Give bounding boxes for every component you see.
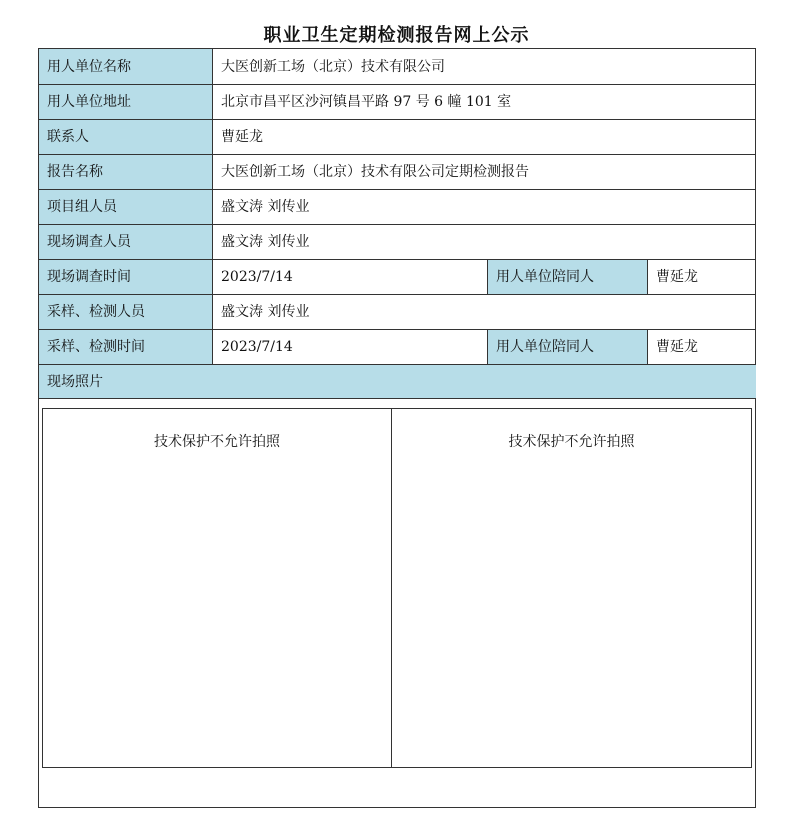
label-sampling-staff: 采样、检测人员 — [39, 295, 213, 330]
value-employer-address: 北京市昌平区沙河镇昌平路 97 号 6 幢 101 室 — [213, 85, 756, 120]
site-photos-area — [42, 408, 752, 768]
value-sampling-staff: 盛文涛 刘传业 — [213, 295, 756, 330]
value-contact: 曹延龙 — [213, 120, 756, 155]
label-report-name: 报告名称 — [39, 155, 213, 190]
photo-note-left: 技术保护不允许拍照 — [154, 434, 280, 450]
photo-slot-right — [392, 409, 751, 767]
value-survey-escort: 曹延龙 — [648, 260, 756, 295]
value-report-name: 大医创新工场（北京）技术有限公司定期检测报告 — [213, 155, 756, 190]
page-title: 职业卫生定期检测报告网上公示 — [263, 25, 530, 46]
label-employer-name: 用人单位名称 — [39, 49, 213, 85]
value-project-team: 盛文涛 刘传业 — [213, 190, 756, 225]
value-employer-name: 大医创新工场（北京）技术有限公司 — [213, 49, 756, 85]
photo-slot-left — [43, 409, 392, 767]
value-survey-staff: 盛文涛 刘传业 — [213, 225, 756, 260]
value-sampling-time: 2023/7/14 — [213, 330, 488, 365]
site-photos-header: 现场照片 — [39, 365, 756, 399]
label-contact: 联系人 — [39, 120, 213, 155]
value-survey-time: 2023/7/14 — [213, 260, 488, 295]
photo-note-right: 技术保护不允许拍照 — [508, 434, 635, 450]
label-survey-escort: 用人单位陪同人 — [488, 260, 648, 295]
label-sampling-time: 采样、检测时间 — [39, 330, 213, 365]
label-project-team: 项目组人员 — [39, 190, 213, 225]
label-employer-address: 用人单位地址 — [39, 85, 213, 120]
label-survey-staff: 现场调查人员 — [39, 225, 213, 260]
value-sampling-escort: 曹延龙 — [648, 330, 756, 365]
label-survey-time: 现场调查时间 — [39, 260, 213, 295]
label-sampling-escort: 用人单位陪同人 — [488, 330, 648, 365]
